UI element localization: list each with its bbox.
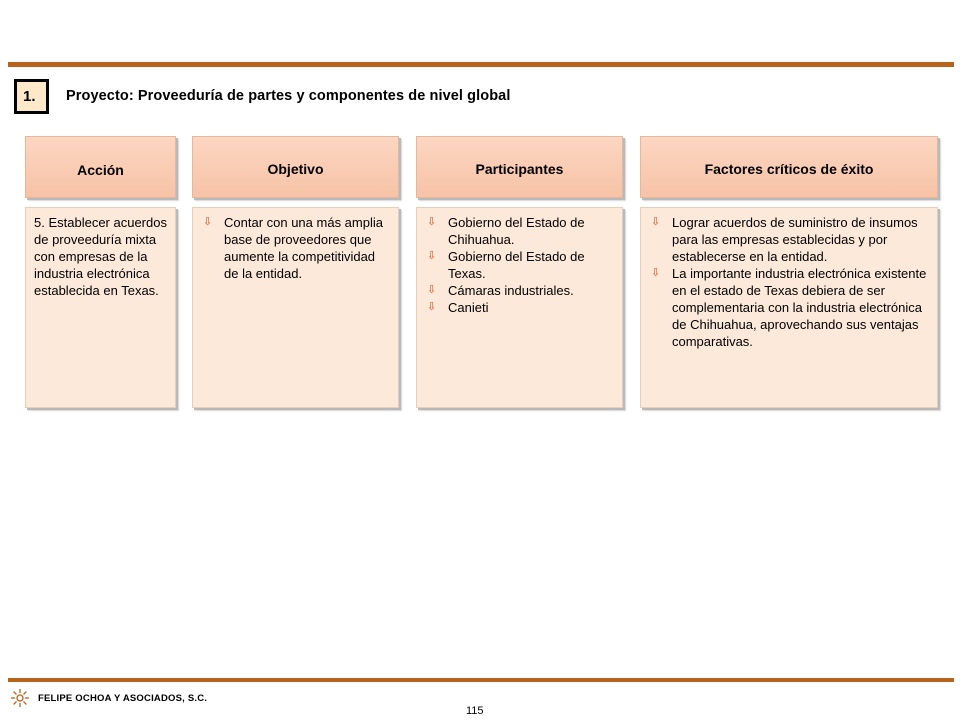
down-arrow-icon: ⇩ <box>427 301 437 313</box>
list-item: ⇩ Cámaras industriales. <box>427 283 574 298</box>
objetivo-body <box>192 207 399 408</box>
page-number: 115 <box>466 705 484 717</box>
list-item: ⇩ La importante industria electrónica existente en el estado de Texas debiera de ser complementaria con la industria electrónica de Chihuahua, aprovechando sus ventajas comparativas. <box>651 266 927 349</box>
list-item: ⇩ Gobierno del Estado de Texas. <box>427 249 585 281</box>
page-title: Proyecto: Proveeduría de partes y componentes de nivel global <box>66 88 511 104</box>
header-participantes: Participantes <box>416 136 623 198</box>
list-item: ⇩ Lograr acuerdos de suministro de insumos para las empresas establecidas y por establecerse en la entidad. <box>651 215 918 264</box>
factores-body <box>640 207 938 408</box>
company-logo-icon <box>10 688 30 708</box>
header-factores: Factores críticos de éxito <box>640 136 938 198</box>
down-arrow-icon: ⇩ <box>427 250 437 262</box>
header-objetivo: Objetivo <box>192 136 399 198</box>
accion-body <box>25 207 176 408</box>
participantes-body <box>416 207 623 408</box>
down-arrow-icon: ⇩ <box>427 216 437 228</box>
header-accion: Acción <box>25 136 176 198</box>
section-number: 1. <box>17 82 46 111</box>
top-divider <box>8 62 954 67</box>
list-item: ⇩ Canieti <box>427 300 489 315</box>
company-name: FELIPE OCHOA Y ASOCIADOS, S.C. <box>38 693 208 704</box>
bottom-divider <box>8 678 954 682</box>
list-item: ⇩ Gobierno del Estado de Chihuahua. <box>427 215 585 247</box>
down-arrow-icon: ⇩ <box>651 216 661 228</box>
down-arrow-icon: ⇩ <box>651 267 661 279</box>
down-arrow-icon: ⇩ <box>427 284 437 296</box>
down-arrow-icon: ⇩ <box>203 216 213 228</box>
section-number-box <box>14 79 49 114</box>
accion-text: 5. Establecer acuerdos de proveeduría mixta con empresas de la industria electrónica establecida en Texas. <box>34 215 167 298</box>
list-item: ⇩ Contar con una más amplia base de proveedores que aumente la competitividad de la entidad. <box>203 215 383 281</box>
